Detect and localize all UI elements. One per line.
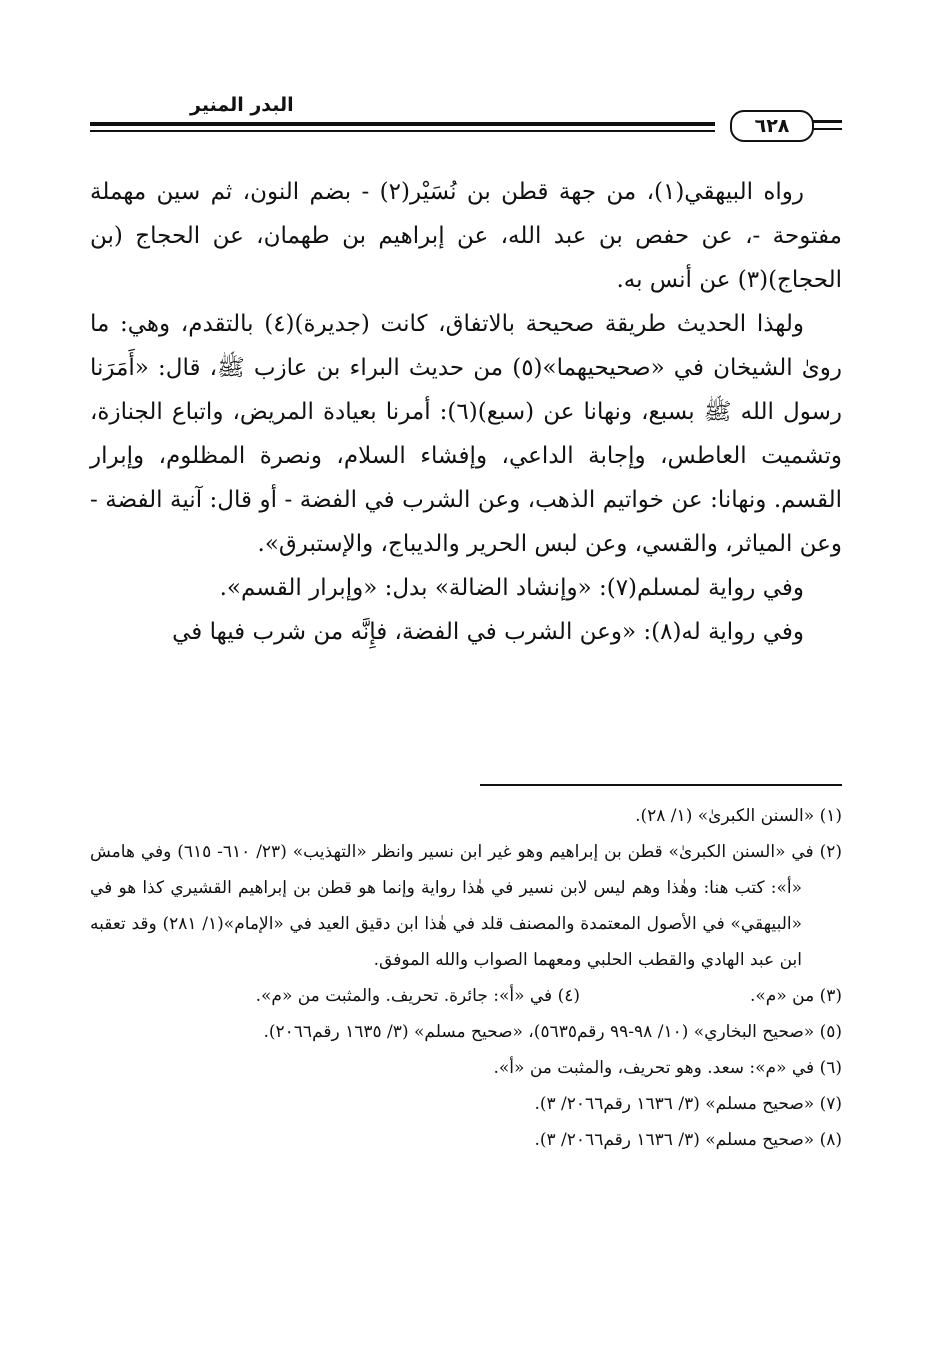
page-number: ٦٢٨ [730, 110, 814, 142]
header-tail-line [812, 120, 842, 123]
header-rule-thin [90, 130, 715, 132]
footnote-2: (٢) في «السنن الكبرىٰ» قطن بن إبراهيم وهو غير ابن نسير وانظر «التهذيب» (٢٣/ ٦١٠- ٦١٥) وفي هامش «أ»: كتب هنا: وهٰذا وهم ليس لابن نسير في هٰذا رواية وإنما هو قطن بن إبراهيم القشيري كذا هو في «البيهقي» في الأصول المعتمدة والمصنف قلد في هٰذا ابن دقيق العيد في «الإمام»(١/ ٢٨١) وقد تعقبه ابن عبد الهادي والقطب الحلبي ومعهما الصواب والله الموفق. [90, 842, 842, 970]
running-title: البدر المنير [190, 94, 294, 116]
footnote-separator [480, 784, 842, 786]
footnote-3: (٣) من «م». [750, 986, 842, 1006]
paragraph-3: وفي رواية لمسلم(٧): «وإنشاد الضالة» بدل: «وإبرار القسم». [219, 575, 804, 601]
page-header [90, 92, 842, 142]
header-rule-thick [90, 122, 715, 126]
footnotes [90, 798, 842, 1158]
footnote-7: (٧) «صحيح مسلم» (٣/ ١٦٣٦ رقم٢٠٦٦/ ٣). [534, 1094, 842, 1114]
paragraph-1: رواه البيهقي(١)، من جهة قطن بن نُسَيْر(٢) - بضم النون، ثم سين مهملة مفتوحة -، عن حفص بن عبد الله، عن إبراهيم بن طهمان، عن الحجاج (بن الحجاج)(٣) عن أنس به. [90, 179, 842, 293]
footnote-8: (٨) «صحيح مسلم» (٣/ ١٦٣٦ رقم٢٠٦٦/ ٣). [534, 1130, 842, 1150]
footnote-4: (٤) في «أ»: جائرة. تحريف. والمثبت من «م». [255, 986, 580, 1006]
footnote-row-3-4 [90, 978, 842, 1014]
footnote-5: (٥) «صحيح البخاري» (١٠/ ٩٨-٩٩ رقم٥٦٣٥)، «صحيح مسلم» (٣/ ١٦٣٥ رقم٢٠٦٦). [263, 1022, 842, 1042]
header-tail-line-thin [812, 128, 842, 130]
main-text [90, 170, 842, 654]
footnote-1: (١) «السنن الكبرىٰ» (١/ ٢٨). [635, 806, 842, 826]
paragraph-4: وفي رواية له(٨): «وعن الشرب في الفضة، فإِنَّه من شرب فيها في [172, 619, 804, 645]
footnote-6: (٦) في «م»: سعد. وهو تحريف، والمثبت من «أ». [493, 1058, 842, 1078]
paragraph-2: ولهذا الحديث طريقة صحيحة بالاتفاق، كانت (جديرة)(٤) بالتقدم، وهي: ما روىٰ الشيخان في «صحيحيهما»(٥) من حديث البراء بن عازب ﷺ، قال: «أَمَرَنا رسول الله ﷺ بسبع، ونهانا عن (سبع)(٦): أمرنا بعيادة المريض، واتباع الجنازة، وتشميت العاطس، وإجابة الداعي، وإفشاء السلام، ونصرة المظلوم، وإبرار القسم. ونهانا: عن خواتيم الذهب، وعن الشرب في الفضة - أو قال: آنية الفضة - وعن المياثر، والقسي، وعن لبس الحرير والديباج، والإستبرق». [90, 311, 842, 557]
